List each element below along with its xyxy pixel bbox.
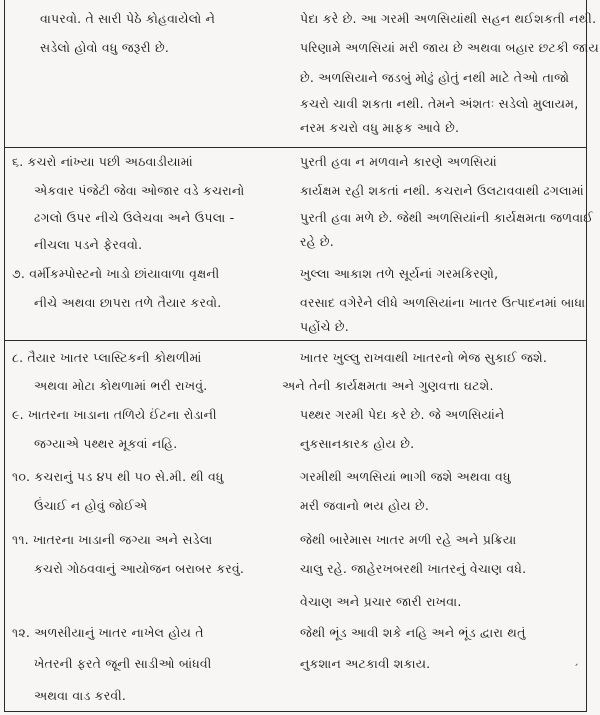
reason-text: ચાલુ રહે. જાહેરખબરથી ખાતરનું વેચાણ વધે. [300, 561, 527, 576]
reason-text: પહોંચે છે. [300, 319, 349, 334]
list-item-text: ૯. ખાતરના ખાડાના તળિયે ઈંટના રોડાની [12, 407, 217, 422]
reason-text: કચરો ચાવી શકતા નથી. તેમને અંશતઃ સડેલો મુલાયમ, [300, 96, 579, 111]
reason-text: રહે છે. [300, 234, 334, 249]
reason-text: કાર્યક્ષમ રહી શકતાં નથી. કચરાને ઉલટાવવાથી ઢગલામાં [300, 183, 584, 198]
list-item-text: અથવા મોટા કોથળામાં ભરી રાખવું. [34, 378, 208, 393]
list-item-text: ૭. વર્મીકમ્પોસ્ટનો ખાડો છાંયાવાળા વૃક્ષની [12, 266, 220, 281]
list-item-text: ખેતરની ફરતે જૂની સાડીઓ બાંધવી [34, 656, 212, 671]
list-item-text: ૧૦. કચરાનું પડ ૪૫ થી ૫૦ સે.મી. થી વધુ [12, 469, 224, 484]
reason-text: ગરમીથી અળસિયાં ભાગી જશે અથવા વધુ [300, 469, 511, 484]
reason-text: વેચાણ અને પ્રચાર જારી રાખવા. [300, 594, 462, 609]
list-item-text: ૧૨. અળસીયાનું ખાતર નાખેલ હોય તે [12, 625, 204, 640]
list-item-text: ૬. કચરો નાંખ્યા પછી અઠવાડીયામાં [12, 154, 193, 169]
reason-text: પરિણામે અળસિયાં મરી જાય છે અથવા બહાર છટકી જાય [300, 40, 599, 55]
list-item-text: ઉંચાઈ ન હોવું જોઈએ [34, 498, 148, 513]
list-item-text: અથવા વાડ કરવી. [34, 688, 127, 703]
list-item-text: એકવાર પંજેટી જેવા ઓજાર વડે કચરાનો [34, 183, 245, 198]
list-item-text: નીચલા પડને ફેરવવો. [34, 237, 143, 252]
list-item-text: વાપરવો. તે સારી પેઠે કોહવાયેલો ને [40, 11, 216, 26]
list-item-text: જગ્યાએ પથ્થર મૂકવાં નહિ. [34, 436, 178, 451]
reason-text: નરમ કચરો વધુ માફક આવે છે. [300, 120, 460, 135]
reason-text: પુરતી હવા મળે છે. જેથી અળસિયાંની કાર્યક્ષમતા જળવાઈ [300, 210, 594, 225]
reason-text: અને તેની કાર્યક્ષમતા અને ગુણવત્તા ઘટશે. [282, 378, 494, 393]
reason-text: પેદા કરે છે. આ ગરમી અળસિયાંથી સહન થઈશકતી નથી. [300, 11, 597, 26]
row-divider [4, 147, 587, 148]
reason-text: જેથી ભૂંડ આવી શકે નહિ અને ભૂંડ દ્વારા થતું [300, 625, 526, 640]
list-item-text: ૮. તૈયાર ખાતર પ્લાસ્ટિકની કોથળીમાં [12, 350, 202, 365]
reason-text: ખુલ્લા આકાશ તળે સૂર્યનાં ગરમકિરણો, [300, 266, 499, 281]
reason-text: ખાતર ખુલ્લુ રાખવાથી ખાતરનો ભેજ સુકાઈ જશે. [300, 350, 548, 365]
list-item-text: નીચે અથવા છાપરા તળે તૈયાર કરવો. [34, 295, 222, 310]
list-item-text: ઢગલો ઉપર નીચે ઉલેચવા અને ઉપલા - [34, 210, 235, 225]
reason-text: નુકશાન અટકાવી શકાય. [300, 656, 431, 671]
reason-text: નુકસાનકારક હોય છે. [300, 436, 415, 451]
reason-text: જેથી બારેમાસ ખાતર મળી રહે અને પ્રક્રિયા [300, 532, 517, 547]
list-item-text: ૧૧. ખાતરના ખાડાની જગ્યા અને સડેલા [12, 532, 213, 547]
reason-text: પુરતી હવા ન મળવાને કારણે અળસિયાં [300, 154, 497, 169]
list-item-text: સડેલો હોવો વધુ જરૂરી છે. [40, 40, 170, 55]
reason-text: છે. અળસિયાને જડબું મોઢું હોતું નથી માટે તેઓ તાજો [300, 70, 570, 85]
reason-text: પથ્થર ગરમી પેદા કરે છે. જે અળસિયાંને [300, 407, 505, 422]
row-divider [4, 340, 587, 341]
stray-mark-icon: ˏ [573, 652, 579, 666]
list-item-text: કચરો ગોઠવવાનું આયોજન બરાબર કરવું. [34, 561, 245, 576]
reason-text: મરી જવાનો ભય હોય છે. [300, 498, 429, 513]
reason-text: વરસાદ વગેરેને લીધે અળસિયાંના ખાતર ઉત્પાદનમાં બાધા [300, 295, 586, 310]
